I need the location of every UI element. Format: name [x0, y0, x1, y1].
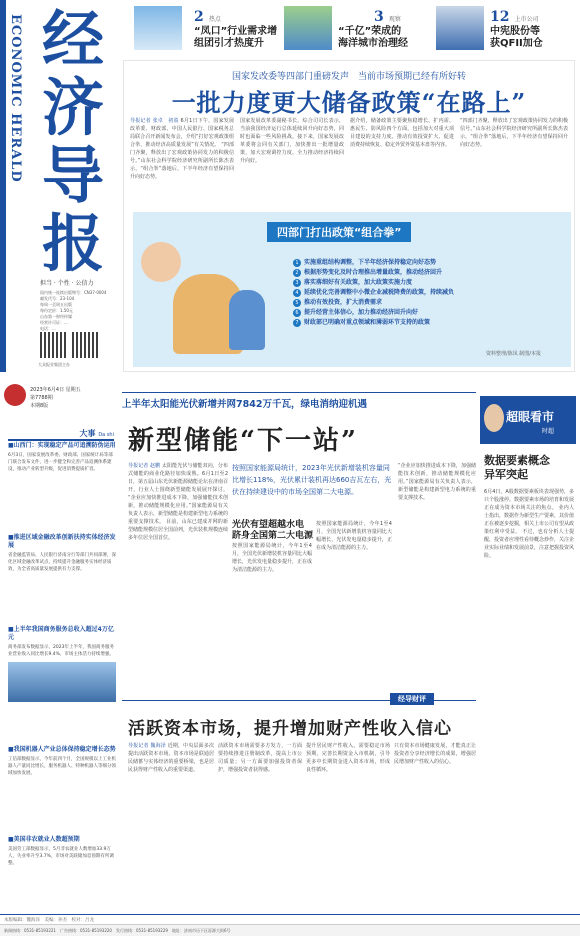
column-banner-sub: 时超 [542, 428, 555, 435]
teaser-3[interactable] [436, 6, 576, 56]
sidebar-item-title: ■山西门：实现稳定产品可追溯防伪运用 [8, 442, 116, 449]
sidebar-item[interactable] [8, 626, 116, 702]
sidebar-item-body: 商务部发布数据显示，2023年上半年，我国商务服务业营业收入同比增长9.4%，市场主体活力持续增强。 [8, 645, 114, 657]
top-story-col-1 [130, 117, 234, 181]
policy-item: 2 根据形势变化及时合理推出增量政策，推动经济回升 [293, 268, 563, 278]
section-label: 热点 [208, 16, 221, 23]
lead-col-1 [128, 462, 228, 542]
columnist-avatar [484, 404, 504, 432]
sidebar-item[interactable] [8, 442, 116, 473]
lead-section-title: 上半年太阳能光伏新增并网7842万千瓦，绿电消纳迎机遇 [122, 399, 367, 410]
section-tag: 经导财评 [390, 693, 434, 705]
info-line: 山东第一财经传媒 [40, 314, 72, 319]
lead-subhead: 光伏有望超越水电 跻身全国第二大电源 [232, 520, 314, 541]
figure-illustration [141, 242, 181, 282]
policy-item: 7 财政部已明确对重点领域和薄弱环节支持的政策 [293, 318, 563, 328]
page-number: 3 [374, 9, 384, 25]
masthead-english-title: ECONOMIC HERALD [8, 14, 23, 183]
byline: 导报记者 赵鹏 [128, 463, 161, 469]
publisher-logo: 大众报业集团主办 [38, 362, 70, 367]
bottom-col-2: 活跃资本市场需要多方发力，一方面要持续推进注册制改革，提高上市公司质量；另一方面要加强投资者保护，增强投资者获得感。 [218, 743, 302, 773]
sidebar-item-body: 工信部数据显示，今年前四个月，全国规模以上工业机器人产量同比增长，服务机器人、特种机器人等细分领域加快发展。 [8, 757, 116, 776]
sidebar-item[interactable] [8, 746, 116, 777]
info-line: 邮发代号：23-104 [40, 296, 75, 301]
sidebar-label: 大事 Da shi [8, 428, 114, 441]
policy-credit: 资料整理/陈凤 制图/本报 [486, 351, 541, 357]
date-line: 2023年6月4日 星期五 [30, 387, 81, 393]
paragraph: 不过，也有分析人士提醒，投资者应理性看待概念炒作，关注企业实际业绩和发展前景，注意把握投资风险。 [484, 529, 575, 559]
byline: 导报记者 魏海泽 [128, 743, 166, 749]
teaser-title: 中宪股份等 获QFII加仓 [490, 26, 543, 49]
teaser-image [436, 6, 484, 50]
footer-editor-line: 本版编辑：魏海泽 美编：孙杰 校对：吕龙 [4, 918, 94, 923]
paragraph: 6月1日下午，国家发展改革委、财政部、中国人民银行、国家税务总局联合召开新闻发布会，介绍“打好宏观政策组合拳，推动经济高质量发展”有关情况。 [130, 118, 235, 148]
masthead-accent-bar [0, 0, 6, 372]
qr-code-icon[interactable] [40, 332, 66, 358]
sidebar-item-title: ■美国非农就业人数超预期 [8, 836, 80, 843]
sidebar-item[interactable] [8, 534, 116, 573]
figure-illustration [229, 290, 265, 350]
policy-infographic [133, 212, 571, 367]
paragraph: 按照国家能源局统计，今年1至4月，全国光伏新增装机容量同比大幅增长，光伏发电量稳步提升，正在成为清洁能源的主力。 [232, 543, 313, 573]
policy-item: 5 推动有效投资，扩大消费需求 [293, 298, 563, 308]
top-story-col-3: 据介绍，储备政策主要聚焦稳增长、扩内需、惠民生、防风险四个方面，包括加大对重大项目建设的支持力度、推动有效投资扩大、促进消费持续恢复、稳定外贸外资基本盘等内容。 [350, 118, 454, 148]
top-story-kicker: 国家发改委等四部门重磅发声 当前市场预期已经有所好转 [231, 72, 466, 82]
sidebar-item-body: 美国劳工部数据显示，5月非农就业人数增加33.9万人，失业率升至3.7%，市场对美联储加息预期有所调整。 [8, 847, 114, 866]
sidebar-item-body: 省金融监管局、人民银行济南分行等部门共同部署，深化区域金融改革试点，持续提升金融服务实体经济质效，为全省高质量发展提供有力支撑。 [8, 553, 116, 572]
sidebar-item-title: ■上半年我国商务服务总收入超过4万亿元 [8, 626, 114, 641]
bottom-headline[interactable]: 活跃资本市场，提升增加财产性收入信心 [128, 719, 452, 739]
section-label: 观察 [388, 16, 401, 23]
teaser-2[interactable] [284, 6, 424, 56]
paragraph: 业内人士指出，数据作为新型生产要素，其价值正在被逐步挖掘，相关上市公司有望从政策红利中受益。 [484, 505, 575, 535]
policy-item: 6 提升经营主体信心，加力推动经济回升向好 [293, 308, 563, 318]
teaser-title: “凤口”行业需求增 组团引才热度升 [194, 26, 278, 49]
sidebar-briefs [4, 386, 118, 912]
teaser-1[interactable] [134, 6, 278, 56]
sidebar-item[interactable] [8, 836, 116, 867]
masthead-chinese-title: 经济导报 [41, 3, 104, 280]
lead-col-4: “企业应加快推进成本下降，加强储能技术创新，推动储能规模化应用。”国家能源局有关负责人表示，新型储能是构建新型电力系统的重要支撑技术。 [398, 463, 476, 501]
lead-col-2 [232, 520, 312, 574]
masthead [0, 0, 120, 372]
sidebar-item-body: 6月3日，国家发展改革委、财政部、国家统计局等部门联合发布文件，进一步健全和完善产品追溯体系建设，推动产业转型升级，促进消费提质扩容。 [8, 453, 113, 472]
teaser-image [284, 6, 332, 50]
teaser-title: “千亿”荣成的 海洋城市治理经 [338, 26, 408, 49]
section-label: 上市公司 [514, 16, 539, 23]
masthead-info [40, 290, 118, 332]
info-line: 国内统一连续出版物号：CN37-0004 [40, 290, 107, 295]
byline: 导报记者 张卓 初盈 [130, 118, 179, 124]
paragraph: 太阳能光伏与储能双向，分布式储能的商业化路径加快成熟。6月1日至2日，第五届山东光伏新能源储能论坛在济南召开，行业人士围绕新型储能发展展开探讨。 [128, 463, 229, 493]
policy-title: 四部门打出政策“组合拳” [267, 222, 411, 242]
top-story-col-4: “四部门齐聚，释放出了宏观政策协同发力的积极信号。”山东社会科学院经济研究所副所长陈杰表示，“组合拳”落地后，下半年经济有望保持回升向好态势。 [460, 118, 568, 148]
info-line: 每周一至周五出版 [40, 302, 72, 307]
page-number: 12 [490, 9, 510, 25]
lead-col-3: 按照国家能源局统计，今年1至4月，全国光伏新增装机容量同比大幅增长，光伏发电量稳步提升，正在成为清洁能源的主力。 [316, 521, 392, 551]
info-line: 每份定价：1.50元 [40, 308, 73, 313]
teaser-image [134, 6, 182, 50]
policy-item: 1 实施重组结构调整，下半年经济保持稳定向好态势 [293, 258, 563, 268]
page-number: 2 [194, 9, 204, 25]
issue-number: 第7788期 [30, 395, 53, 401]
bottom-col-4: 只有资本市场健康发展，才能真正让投资者分享经济增长的成果，增强居民增加财产性收入的信心。 [394, 743, 476, 765]
footer-contacts: 新闻热线：0531-85193221 广告热线：0531-85193220 发行热线：0531-85193229 地址：济南市历下区泺源大街6号 [0, 924, 580, 936]
info-line: 经营许可证：... [40, 320, 68, 325]
sidebar-photo [8, 662, 116, 702]
sidebar-item-title: ■推进区域金融改革创新扶持实体经济发展 [8, 534, 116, 549]
pages-count: 本期8版 [30, 403, 49, 409]
paragraph: “四部门齐聚，释放出了宏观政策协同发力的积极信号。”山东社会科学院经济研究所副所长陈杰表示，“组合拳”落地后，下半年经济有望保持回升向好态势。 [130, 142, 235, 180]
qr-code-icon[interactable] [72, 332, 98, 358]
bottom-col-3: 提升居民财产性收入，需要稳定市场预期，完善长期资金入市机制，引导更多中长期资金进入资本市场，形成良性循环。 [306, 743, 390, 773]
column-body [484, 488, 574, 560]
policy-item: 4 延续优化完善调整中小微企业减税降费的政策，持续减负 [293, 288, 563, 298]
paragraph: “企业应加快推进成本下降，加强储能技术创新，推动储能规模化应用。”国家能源局有关负责人表示，新型储能是构建新型电力系统的重要支撑技术。 [128, 495, 229, 525]
top-story-col-2: 国家发展改革委副秘书长、综合司司长表示，当前我国经济运行总体延续回升向好态势，同时也面临一些风险挑战。接下来，国家发展改革委将会同有关部门，加快推出一批增量政策，加大宏观调控力度，全力推动经济持续回升向好。 [240, 118, 344, 164]
lead-headline[interactable]: 新型储能“下一站” [128, 426, 358, 456]
paragraph: 6月4日，A股数据要素板块表现强势，多只个股涨停。数据要素市场的培育和发展正在成为资本市场关注的焦点。 [484, 489, 575, 511]
top-story-headline[interactable]: 一批力度更大储备政策“在路上” [171, 88, 527, 117]
sidebar-item-title: ■我国机器人产业总体保持稳定增长态势 [8, 746, 116, 753]
column-banner [480, 396, 576, 444]
policy-list [293, 258, 563, 328]
market-column [480, 396, 576, 916]
masthead-motto: 担当 · 个性 · 公信力 [40, 280, 94, 287]
bottom-col-1 [128, 742, 214, 774]
paragraph: 目前，山东已建成并网的新型储能规模位居全国前列，光伏装机规模连续多年位居全国首位。 [128, 519, 229, 541]
column-banner-title: 超眼看市 [506, 410, 555, 424]
policy-item: 3 落实落细好有关政策，加大政策实施力度 [293, 278, 563, 288]
info-line: 电话：... [40, 326, 56, 331]
lead-callout: 按照国家能源局统计，2023年光伏新增装机容量同比增长118%，光伏累计装机再达660吉瓦左右，光伏在持续建设中的市场全国第二大电源。 [232, 464, 392, 496]
paragraph: 近期，中央层面多次提出活跃资本市场。资本市场是联通居民储蓄与实体经济的重要桥梁，也是居民获得财产性收入的重要渠道。 [128, 743, 215, 773]
column-headline[interactable]: 数据要素概念 异军突起 [484, 454, 550, 481]
